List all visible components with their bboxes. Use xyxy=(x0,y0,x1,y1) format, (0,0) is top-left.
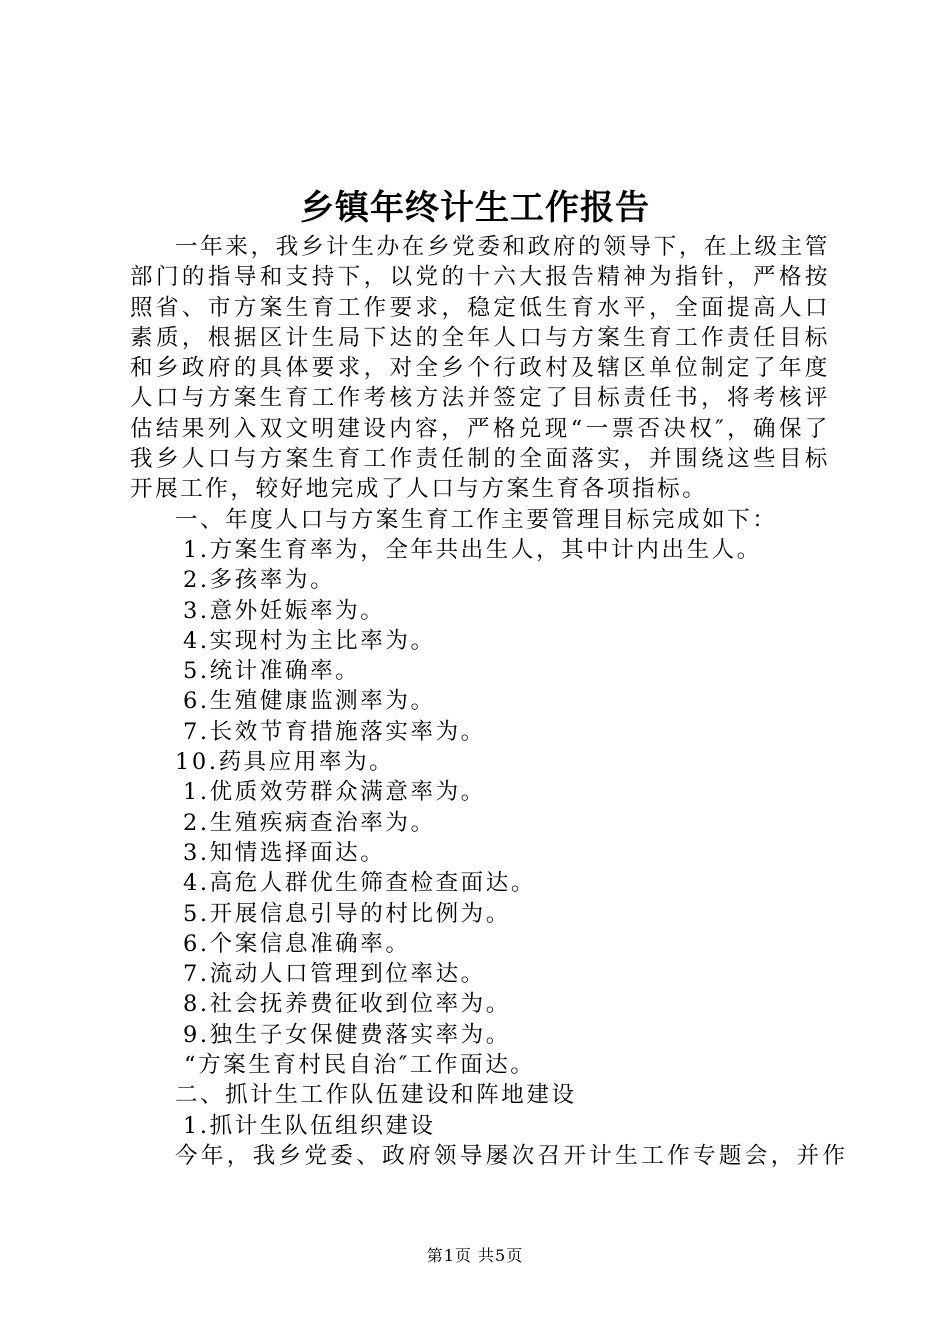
list-item: 4.高危人群优生筛查检查面达。 xyxy=(183,870,536,897)
subheading: 1.抓计生队伍组织建设 xyxy=(183,1112,436,1139)
list-item: 10.药具应用率为。 xyxy=(175,749,395,776)
section-heading-1: 一、年度人口与方案生育工作主要管理目标完成如下： xyxy=(175,506,778,533)
list-item: 4.实现村为主比率为。 xyxy=(183,627,436,654)
list-item: 9.独生子女保健费落实率为。 xyxy=(183,1021,511,1048)
list-item: 2.生殖疾病查治率为。 xyxy=(183,809,436,836)
list-item: 3.知情选择面达。 xyxy=(183,839,386,866)
list-item: 3.意外妊娠率为。 xyxy=(183,597,386,624)
page-number: 第1页 共5页 xyxy=(426,1246,524,1265)
section-heading-2: 二、抓计生工作队伍建设和阵地建设 xyxy=(175,1082,577,1109)
list-item: 8.社会抚养费征收到位率为。 xyxy=(183,991,511,1018)
list-item: 1.方案生育率为，全年共出生人，其中计内出生人。 xyxy=(183,536,762,563)
list-item: 6.生殖健康监测率为。 xyxy=(183,688,436,715)
document-title: 乡镇年终计生工作报告 xyxy=(300,188,650,228)
list-item: 1.优质效劳群众满意率为。 xyxy=(183,779,486,806)
list-item: 7.流动人口管理到位率达。 xyxy=(183,961,486,988)
list-item: 5.统计准确率。 xyxy=(183,658,361,685)
list-item: 6.个案信息准确率。 xyxy=(183,930,411,957)
quote-item: “方案生育村民自治″工作面达。 xyxy=(184,1052,536,1079)
paragraph-start: 今年，我乡党委、政府领导屡次召开计生工作专题会，并作 xyxy=(175,1142,849,1169)
list-item: 7.长效节育措施落实率为。 xyxy=(183,718,486,745)
list-item: 5.开展信息引导的村比例为。 xyxy=(183,900,511,927)
list-item: 2.多孩率为。 xyxy=(183,567,336,594)
document-body xyxy=(130,232,849,1171)
intro-paragraph: 一年来，我乡计生办在乡党委和政府的领导下，在上级主管部门的指导和支持下，以党的十六大报告精神为指针，严格按照省、市方案生育工作要求，稳定低生育水平，全面提高人口素质，根据区计生局下达的全年人口与方案生育工作责任目标和乡政府的具体要求，对全乡个行政村及辖区单位制定了年度人口与方案生育工作考核方法并签定了目标责任书，将考核评估结果列入双文明建设内容，严格兑现“一票否决权″，确保了我乡人口与方案生育工作责任制的全面落实，并围绕这些目标开展工作，较好地完成了人口与方案生育各项指标。 xyxy=(130,234,830,503)
